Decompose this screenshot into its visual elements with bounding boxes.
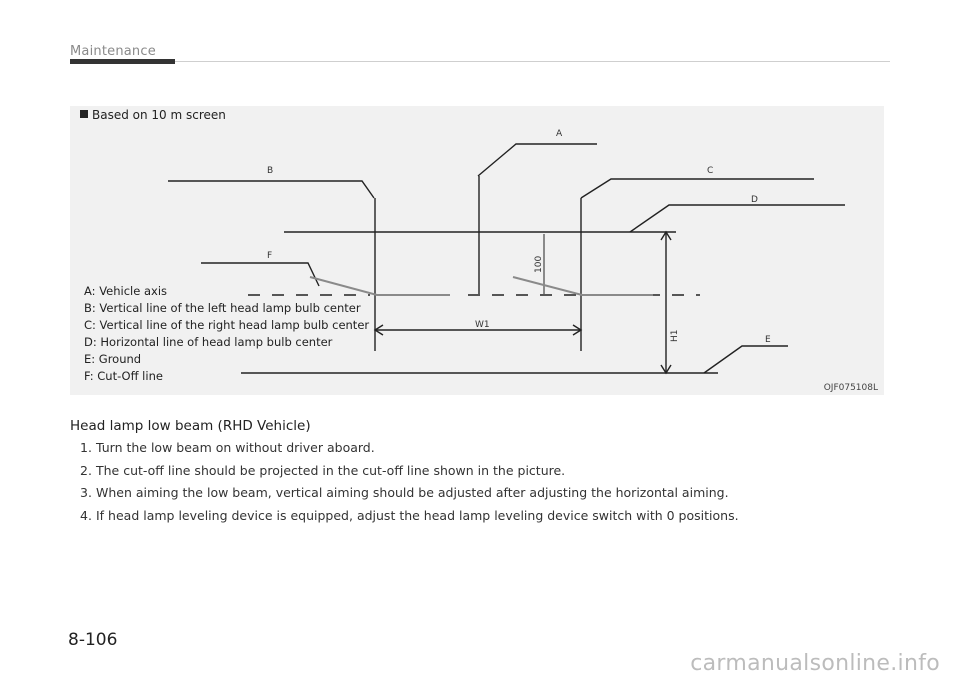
leader-c [581, 179, 814, 198]
headlamp-aiming-figure [70, 106, 884, 395]
header-rule [175, 61, 890, 62]
procedure-steps [80, 437, 739, 527]
leader-a [478, 144, 597, 176]
square-bullet-icon [80, 110, 88, 118]
label-100: 100 [534, 255, 544, 273]
label-b: B [267, 166, 274, 176]
step-item [80, 437, 739, 460]
label-a: A [556, 129, 563, 139]
step-text: When aiming the low beam, vertical aiming should be adjusted after adjusting the horizontal aiming. [96, 485, 729, 500]
step-text: If head lamp leveling device is equipped, adjust the head lamp leveling device switch with 0 positions. [96, 507, 739, 523]
step-number: 4. [80, 507, 92, 523]
legend-item: A: Vehicle axis [84, 284, 168, 298]
step-item [80, 460, 739, 483]
step-text: The cut-off line should be projected in the cut-off line shown in the picture. [96, 462, 566, 478]
watermark: carmanualsonline.info [690, 651, 940, 676]
label-h1: H1 [670, 329, 680, 342]
leader-d [630, 205, 845, 232]
label-d: D [751, 195, 758, 205]
section-header: Maintenance [70, 44, 156, 59]
legend-item: D: Horizontal line of head lamp bulb center [84, 335, 333, 349]
label-e: E [765, 335, 771, 345]
screen-note [80, 108, 226, 122]
cutoff-line-right [513, 277, 653, 295]
label-c: C [707, 166, 714, 176]
figure-caption: Head lamp low beam (RHD Vehicle) [70, 418, 311, 434]
figure-code: OJF075108L [823, 383, 878, 393]
legend-item: B: Vertical line of the left head lamp bulb center [84, 301, 361, 315]
figure-legend [84, 283, 369, 385]
step-text: Turn the low beam on without driver aboard. [96, 440, 375, 455]
leader-e [704, 346, 788, 373]
legend-item: F: Cut-Off line [84, 369, 163, 383]
legend-item: E: Ground [84, 352, 142, 366]
label-f: F [267, 251, 273, 261]
header-bar [70, 59, 175, 64]
page-number: 8-106 [68, 630, 118, 650]
label-w1: W1 [475, 320, 490, 330]
step-number: 1. [80, 440, 92, 455]
step-item [80, 482, 739, 505]
step-item [80, 505, 739, 528]
legend-item: C: Vertical line of the right head lamp bulb center [84, 318, 370, 332]
leader-b [168, 181, 374, 198]
screen-note-text: Based on 10 m screen [92, 108, 226, 122]
step-number: 3. [80, 485, 92, 500]
step-number: 2. [80, 462, 92, 478]
